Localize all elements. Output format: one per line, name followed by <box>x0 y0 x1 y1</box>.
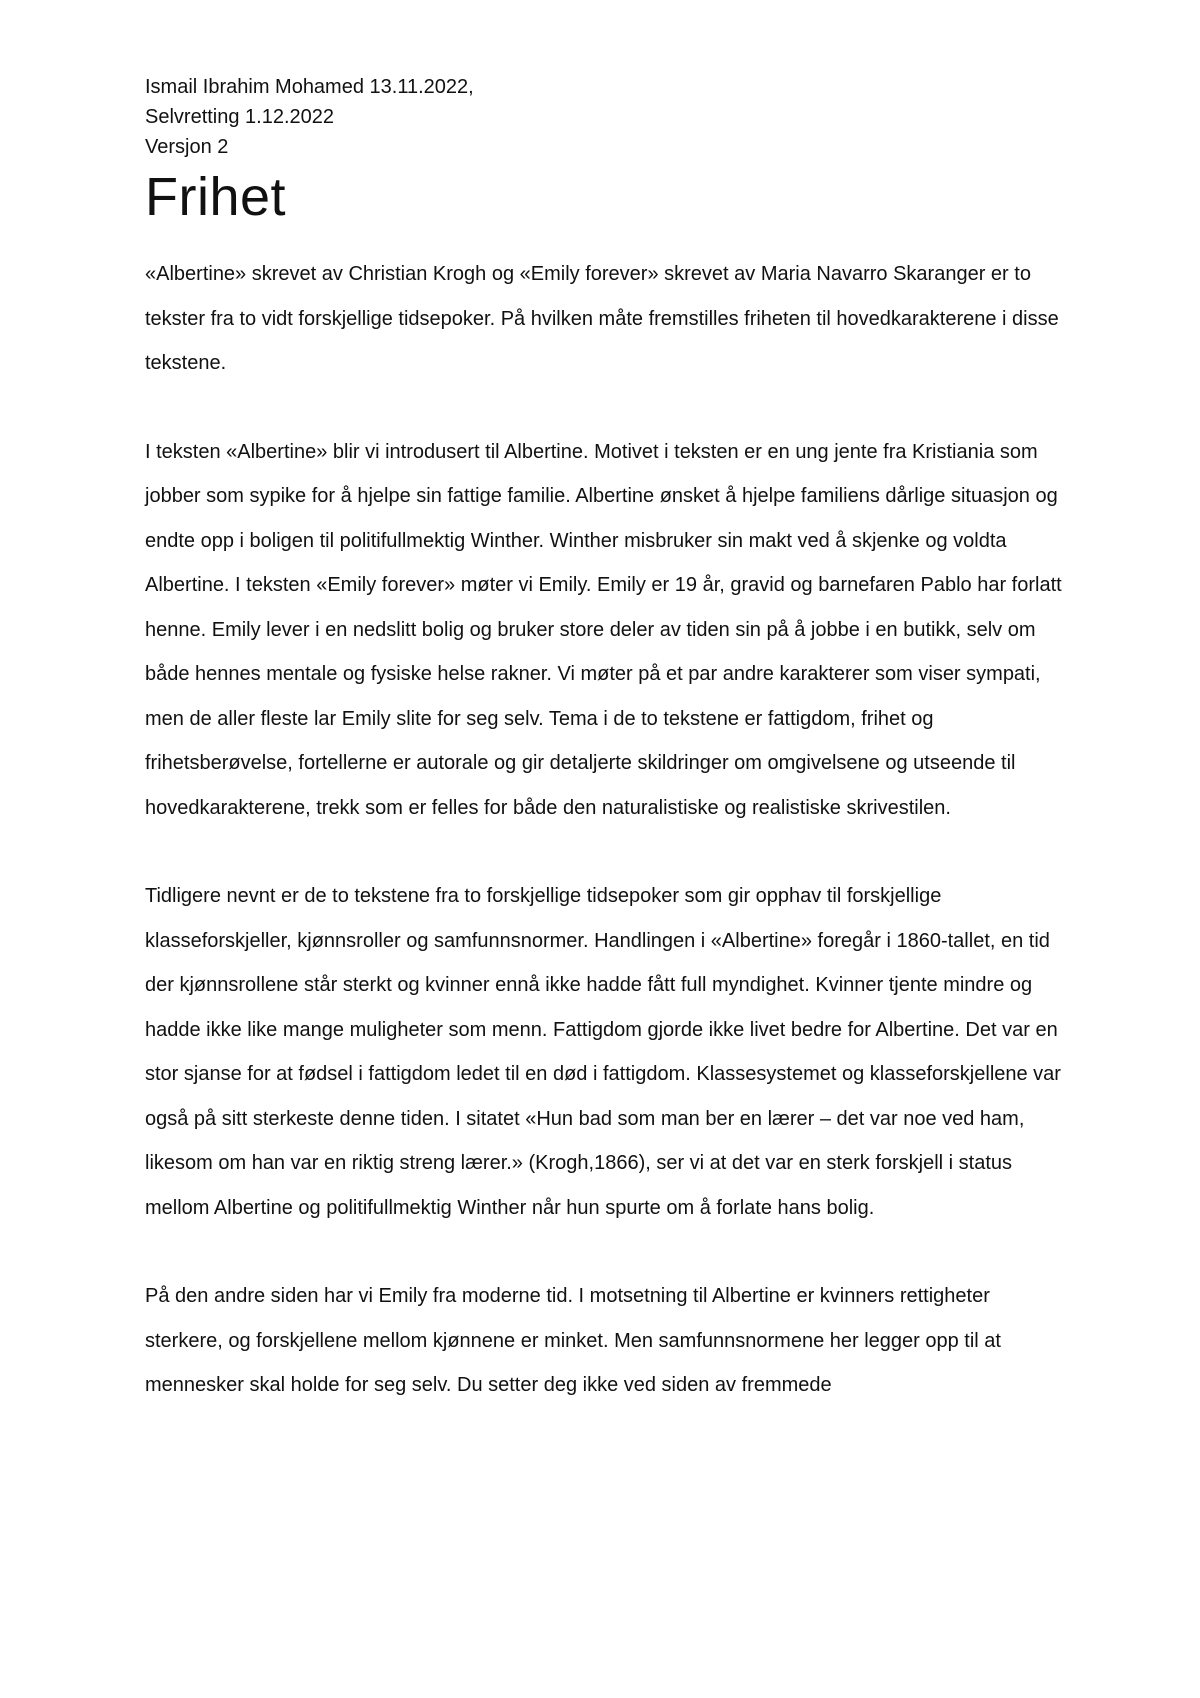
document-content <box>145 72 1065 1452</box>
author-date-line: Ismail Ibrahim Mohamed 13.11.2022, <box>145 76 474 98</box>
paragraph-emily-context: På den andre siden har vi Emily fra moderne tid. I motsetning til Albertine er kvinners rettigheter sterkere, og forskjellene mellom kjønnene er minket. Men samfunnsnormene her legger opp til at mennesker skal holde for seg selv. Du setter deg ikke ved siden av fremmede <box>145 1285 1001 1396</box>
paragraph-intro: «Albertine» skrevet av Christian Krogh og «Emily forever» skrevet av Maria Navarro Skaranger er to tekster fra to vidt forskjellige tidsepoker. På hvilken måte fremstilles friheten til hovedkarakterene i disse tekstene. <box>145 263 1059 374</box>
paragraph-summary: I teksten «Albertine» blir vi introdusert til Albertine. Motivet i teksten er en ung jente fra Kristiania som jobber som sypike for å hjelpe sin fattige familie. Albertine ønsket å hjelpe familiens dårlige situasjon og endte opp i boligen til politifullmektig Winther. Winther misbruker sin makt ved å skjenke og voldta Albertine. I teksten «Emily forever» møter vi Emily. Emily er 19 år, gravid og barnefaren Pablo har forlatt henne. Emily lever i en nedslitt bolig og bruker store deler av tiden sin på å jobbe i en butikk, selv om både hennes mentale og fysiske helse rakner. Vi møter på et par andre karakterer som viser sympati, men de aller fleste lar Emily slite for seg selv. Tema i de to tekstene er fattigdom, frihet og frihetsberøvelse, fortellerne er autorale og gir detaljerte skildringer om omgivelsene og utseende til hovedkarakterene, trekk som er felles for både den naturalistiske og realistiske skrivestilen. <box>145 440 1062 819</box>
version-line: Versjon 2 <box>145 136 229 158</box>
document-title: Frihet <box>145 167 287 227</box>
paragraph-albertine-context: Tidligere nevnt er de to tekstene fra to forskjellige tidsepoker som gir opphav til forskjellige klasseforskjeller, kjønnsroller og samfunnsnormer. Handlingen i «Albertine» foregår i 1860-tallet, en tid der kjønnsrollene står sterkt og kvinner ennå ikke hadde fått full myndighet. Kvinner tjente mindre og hadde ikke like mange muligheter som menn. Fattigdom gjorde ikke livet bedre for Albertine. Det var en stor sjanse for at fødsel i fattigdom ledet til en død i fattigdom. Klassesystemet og klasseforskjellene var også på sitt sterkeste denne tiden. I sitatet «Hun bad som man ber en lærer – det var noe ved ham, likesom om han var en riktig streng lærer.» (Krogh,1866), ser vi at det var en sterk forskjell i status mellom Albertine og politifullmektig Winther når hun spurte om å forlate hans bolig. <box>145 885 1061 1219</box>
revision-date-line: Selvretting 1.12.2022 <box>145 106 335 128</box>
